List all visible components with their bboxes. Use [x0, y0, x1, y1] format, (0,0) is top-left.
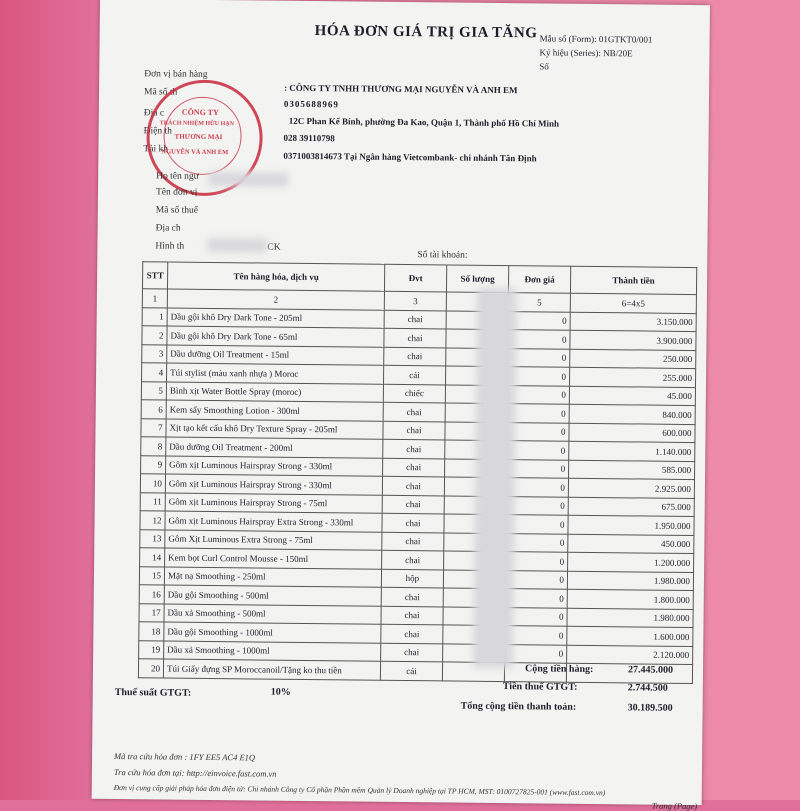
seller-account: 0371003814673 Tại Ngân hàng Vietcombank- chi nhánh Tân Định: [283, 150, 537, 164]
invoice-title: HÓA ĐƠN GIÁ TRỊ GIA TĂNG: [314, 23, 538, 42]
company-stamp: CÔNG TY TRÁCH NHIỆM HỮU HẠN THƯƠNG MẠI NGUYỄN VÀ ANH EM: [146, 79, 263, 196]
seller-address-label: Địa c: [143, 108, 165, 119]
invoice-paper: [92, 0, 710, 811]
provider-note: Đơn vị cung cấp giải pháp hóa đơn điện tử: Chi nhánh Công ty Cổ phần Phần mềm Quản lý Doanh nghiệp tại TP HCM, MST: 0100727825-001 (www.fast.com.vn): [113, 782, 606, 798]
table-row: 13 Gôm Xịt Luminous Extra Strong - 75ml chai 0 450.000: [140, 529, 694, 553]
table-row: 10 Gôm xịt Luminous Hairspray Strong - 330ml chai 0 2.925.000: [140, 474, 694, 498]
table-row: 11 Gôm xịt Luminous Hairspray Strong - 75ml chai 0 675.000: [140, 492, 694, 516]
table-row: 4 Túi stylist (màu xanh nhựa ) Moroc cái 0 255.000: [142, 363, 696, 387]
seller-unit-label: Đơn vị bán hàng: [144, 69, 208, 80]
page-label: Trang (Page): [651, 800, 698, 811]
lookup-code: Mã tra cứu hóa đơn : 1FY EE5 AC4 E1Q: [114, 750, 256, 763]
table-row: 18 Dầu gội Smoothing - 1000ml chai 0 1.600.000: [139, 622, 693, 646]
subtotal-label: Cộng tiền hàng:: [524, 663, 594, 676]
seller-name: : CÔNG TY TNHH THƯƠNG MẠI NGUYỄN VÀ ANH EM: [284, 82, 518, 96]
col-amount: Thành tiền: [570, 266, 696, 294]
subtotal-value: 27.445.000: [627, 664, 674, 676]
vat-rate-label: Thuế suất GTGT:: [114, 686, 192, 699]
invoice-no: Số: [539, 61, 549, 72]
grand-total-value: 30.189.500: [627, 702, 673, 714]
table-row: 20 Túi Giấy đựng SP Moroccanoil/Tặng ko thu tiền cái: [138, 659, 692, 683]
lookup-url: Tra cứu hóa đơn tại: http://einvoice.fast.com.vn: [113, 766, 277, 779]
table-row: 16 Dầu gội Smoothing - 500ml chai 0 1.800.000: [139, 585, 693, 609]
col-unit: Đvt: [384, 264, 446, 292]
payment-method-value: CK: [267, 242, 281, 253]
buyer-account-label: Số tài khoản:: [417, 250, 468, 261]
table-row: 3 Dầu dưỡng Oil Treatment - 15ml chai 0 250.000: [142, 344, 696, 368]
seller-phone-label: Điện th: [143, 126, 172, 137]
buyer-address-label: Địa ch: [155, 223, 181, 234]
vat-amount-value: 2.744.500: [627, 682, 668, 694]
index-row: 1 2 3 5 6=4x5: [142, 289, 696, 313]
table-row: 17 Dầu xả Smoothing - 500ml chai 0 1.980.000: [139, 603, 693, 627]
table-row: 9 Gôm xịt Luminous Hairspray Strong - 330ml chai 0 585.000: [141, 455, 695, 479]
col-price: Đơn giá: [508, 266, 570, 294]
table-row: 6 Kem sấy Smoothing Lotion - 300ml chai 0 840.000: [141, 400, 695, 424]
table-row: 2 Dầu gội khô Dry Dark Tone - 65ml chai 0 3.900.000: [142, 326, 696, 350]
table-row: 14 Kem bọt Curl Control Mousse - 150ml chai 0 1.200.000: [140, 548, 694, 572]
col-name: Tên hàng hóa, dịch vụ: [167, 262, 384, 291]
buyer-tax-label: Mã số thuế: [155, 205, 199, 216]
grand-total-label: Tổng cộng tiền thanh toán:: [460, 700, 577, 713]
seller-tax-label: Mã số th: [143, 87, 178, 98]
table-row: 15 Mặt nạ Smoothing - 250ml hộp 0 1.980.000: [139, 566, 693, 590]
series: Ký hiệu (Series): NB/20E: [539, 47, 633, 59]
table-row: 5 Bình xịt Water Bottle Spray (moroc) chiếc 0 45.000: [141, 381, 695, 405]
seller-account-label: Tài kh: [143, 144, 169, 155]
form-number: Mẫu số (Form): 01GTKT0/001: [539, 33, 653, 45]
table-row: 7 Xịt tạo kết cấu khô Dry Texture Spray - 205ml chai 0 600.000: [141, 418, 695, 442]
vat-rate: 10%: [270, 686, 291, 698]
buyer-name-label: Họ tên ngư: [156, 171, 199, 182]
payment-method-label: Hình th: [155, 241, 185, 252]
seller-tax: 0305688969: [283, 98, 339, 110]
items-table: [138, 261, 697, 683]
table-row: 19 Dầu xả Smoothing - 1000ml chai 0 2.120.000: [139, 640, 693, 664]
table-row: 1 Dầu gội khô Dry Dark Tone - 205ml chai 0 3.150.000: [142, 307, 696, 331]
vat-amount-label: Tiền thuế GTGT:: [502, 681, 578, 693]
seller-phone: 028 39110798: [283, 132, 335, 144]
col-stt: STT: [142, 262, 167, 289]
col-qty: Số lượng: [446, 265, 508, 293]
buyer-unit-label: Tên đơn vị: [155, 187, 198, 198]
seller-address: 12C Phan Kế Bính, phường Đa Kao, Quận 1, Thành phố Hồ Chí Minh: [288, 115, 560, 129]
background-right: [708, 0, 800, 800]
table-row: 12 Gôm xịt Luminous Hairspray Extra Strong - 330ml chai 0 1.950.000: [140, 511, 694, 535]
table-row: 8 Dầu dưỡng Oil Treatment - 200ml chai 0 1.140.000: [141, 437, 695, 461]
